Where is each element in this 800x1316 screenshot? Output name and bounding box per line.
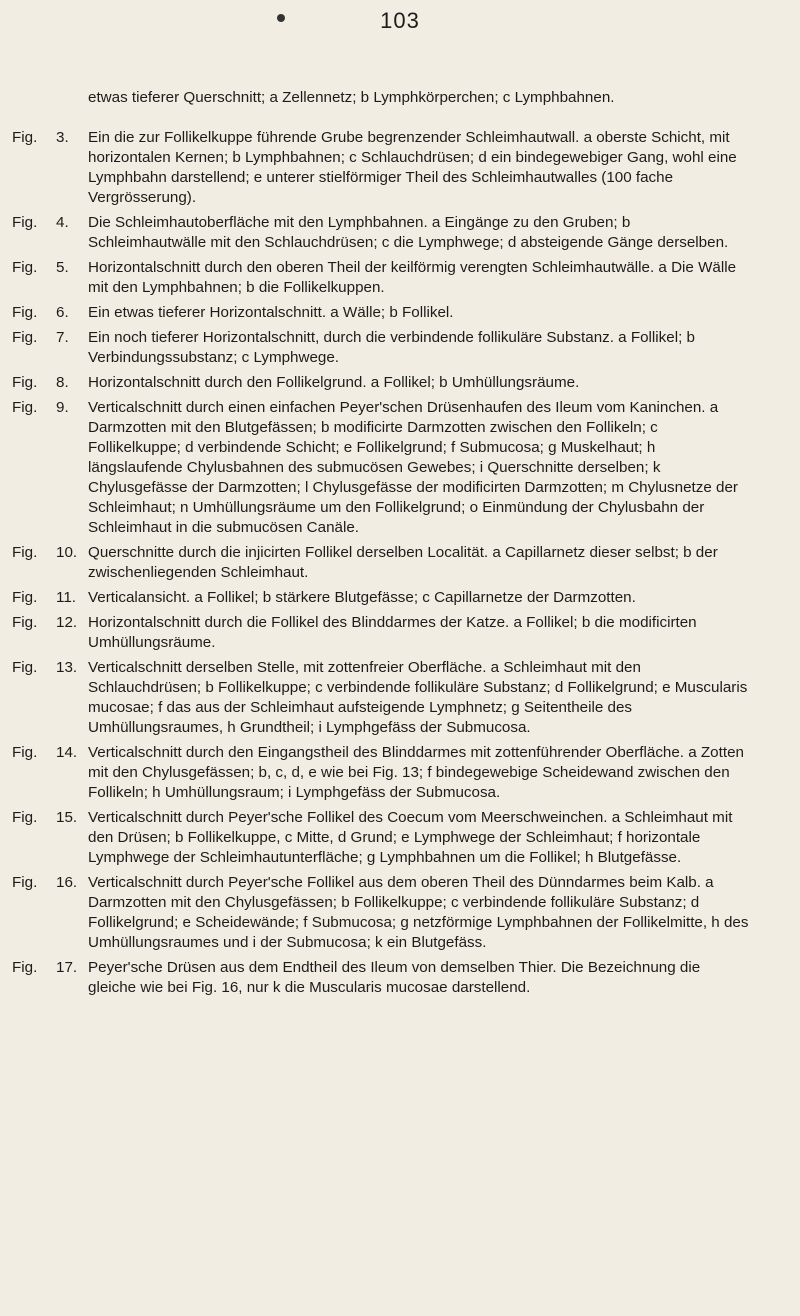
figure-description: Verticalschnitt durch einen einfachen Peyer'schen Drüsenhaufen des Ileum vom Kaninchen. a Darmzotten mit den Blutgefässen; b modificirte Darmzotten zwischen den Follikeln; c Follikelkuppe; d verbindende Schicht; e Follikelgrund; f Submucosa; g Muskelhaut; h längslaufende Chylusbahnen des submucösen Gewebes; i Querschnitte derselben; k Chylusgefässe der Darmzotten; l Chylusgefässe der modificirten Darmzotten; m Chylusnetze der Schleimhaut; n Umhüllungsräume um den Follikelgrund; o Einmündung der Chylusbahn der Schleimhaut in die submucösen Canäle. [88, 399, 738, 536]
figure-legend-item [12, 373, 752, 393]
intro-paragraph: etwas tieferer Querschnitt; a Zellennetz; b Lymphkörperchen; c Lymphbahnen. [88, 89, 615, 106]
figure-label: Fig. [12, 129, 38, 146]
figure-legend-item [12, 543, 752, 583]
figure-description: Ein die zur Follikelkuppe führende Grube begrenzender Schleimhautwall. a oberste Schicht, mit horizontalen Kernen; b Lymphbahnen; c Schlauchdrüsen; d ein bindegewebiger Gang, wohl eine Lymphbahn darstellend; e unterer stielförmiger Theil des Schleimhautwalles (100 fache Vergrösserung). [88, 129, 737, 206]
figure-description: Horizontalschnitt durch die Follikel des Blinddarmes der Katze. a Follikel; b die modificirten Umhüllungsräume. [88, 614, 697, 651]
figure-legend-item [12, 328, 752, 368]
figure-label: Fig. [12, 544, 38, 561]
figure-label: Fig. [12, 874, 38, 891]
figure-legend-item [12, 958, 752, 998]
figure-legend-item [12, 398, 752, 538]
figure-legend-item [12, 743, 752, 803]
figure-number: 10. [56, 544, 78, 561]
figure-number: 15. [56, 809, 78, 826]
figure-legend-list [12, 128, 752, 1003]
figure-number: 9. [56, 399, 69, 416]
figure-description: Verticalschnitt durch Peyer'sche Follikel aus dem oberen Theil des Dünndarmes beim Kalb. a Darmzotten mit den Chylusgefässen; b Follikelkuppe; c verbindende follikuläre Substanz; d Follikelgrund; e Scheidewände; f Submucosa; g netzförmige Lymphbahnen der Follikelmitte, h des Umhüllungsraumes und i der Submucosa; k ein Blutgefäss. [88, 874, 749, 951]
figure-label: Fig. [12, 959, 38, 976]
figure-label: Fig. [12, 329, 38, 346]
figure-number: 16. [56, 874, 78, 891]
figure-description: Ein noch tieferer Horizontalschnitt, durch die verbindende follikuläre Substanz. a Follikel; b Verbindungssubstanz; c Lymphwege. [88, 329, 695, 366]
figure-number: 3. [56, 129, 69, 146]
page-number: 103 [380, 8, 420, 33]
figure-description: Verticalschnitt derselben Stelle, mit zottenfreier Oberfläche. a Schleimhaut mit den Schlauchdrüsen; b Follikelkuppe; c verbindende follikuläre Substanz; d Follikelgrund; e Muscularis mucosae; f das aus der Schleimhaut aufsteigende Lymphnetz; g Seitentheile des Umhüllungsraumes, h Grundtheil; i Lymphgefäss der Submucosa. [88, 659, 748, 736]
figure-description: Ein etwas tieferer Horizontalschnitt. a Wälle; b Follikel. [88, 304, 454, 321]
figure-legend-item [12, 213, 752, 253]
figure-label: Fig. [12, 399, 38, 416]
figure-label: Fig. [12, 659, 38, 676]
figure-number: 14. [56, 744, 78, 761]
figure-description: Verticalschnitt durch den Eingangstheil des Blinddarmes mit zottenführender Oberfläche. a Zotten mit den Chylusgefässen; b, c, d, e wie bei Fig. 13; f bindegewebige Scheidewand zwischen den Follikeln; h Umhüllungsraum; i Lymphgefäss der Submucosa. [88, 744, 744, 801]
figure-number: 6. [56, 304, 69, 321]
figure-legend-item [12, 873, 752, 953]
figure-legend-item [12, 588, 752, 608]
figure-number: 8. [56, 374, 69, 391]
figure-legend-item [12, 658, 752, 738]
figure-legend-item [12, 258, 752, 298]
figure-description: Peyer'sche Drüsen aus dem Endtheil des Ileum von demselben Thier. Die Bezeichnung die gleiche wie bei Fig. 16, nur k die Muscularis mucosae darstellend. [88, 959, 701, 996]
figure-legend-item [12, 808, 752, 868]
figure-number: 4. [56, 214, 69, 231]
figure-number: 7. [56, 329, 69, 346]
figure-legend-item [12, 128, 752, 208]
figure-number: 11. [56, 589, 76, 606]
figure-description: Querschnitte durch die injicirten Follikel derselben Localität. a Capillarnetz dieser selbst; b der zwischenliegenden Schleimhaut. [88, 544, 718, 581]
figure-description: Horizontalschnitt durch den oberen Theil der keilförmig verengten Schleimhautwälle. a Die Wälle mit den Lymphbahnen; b die Follikelkuppen. [88, 259, 737, 296]
figure-label: Fig. [12, 809, 38, 826]
figure-label: Fig. [12, 259, 38, 276]
figure-label: Fig. [12, 589, 38, 606]
figure-number: 13. [56, 659, 78, 676]
figure-number: 17. [56, 959, 78, 976]
figure-legend-item [12, 303, 752, 323]
figure-label: Fig. [12, 214, 38, 231]
figure-label: Fig. [12, 304, 38, 321]
figure-description: Verticalschnitt durch Peyer'sche Follikel des Coecum vom Meerschweinchen. a Schleimhaut mit den Drüsen; b Follikelkuppe, c Mitte, d Grund; e Lymphwege der Schleimhaut; f horizontale Lymphwege der Schleimhautunterfläche; g Lymphbahnen um die Follikel; h Blutgefässe. [88, 809, 733, 866]
figure-description: Die Schleimhautoberfläche mit den Lymphbahnen. a Eingänge zu den Gruben; b Schleimhautwälle mit den Schlauchdrüsen; c die Lymphwege; d absteigende Gänge derselben. [88, 214, 729, 251]
figure-label: Fig. [12, 614, 38, 631]
figure-number: 12. [56, 614, 78, 631]
figure-legend-item [12, 613, 752, 653]
figure-number: 5. [56, 259, 69, 276]
figure-label: Fig. [12, 374, 38, 391]
figure-label: Fig. [12, 744, 38, 761]
figure-description: Horizontalschnitt durch den Follikelgrund. a Follikel; b Umhüllungsräume. [88, 374, 580, 391]
figure-description: Verticalansicht. a Follikel; b stärkere Blutgefässe; c Capillarnetze der Darmzotten. [88, 589, 636, 606]
